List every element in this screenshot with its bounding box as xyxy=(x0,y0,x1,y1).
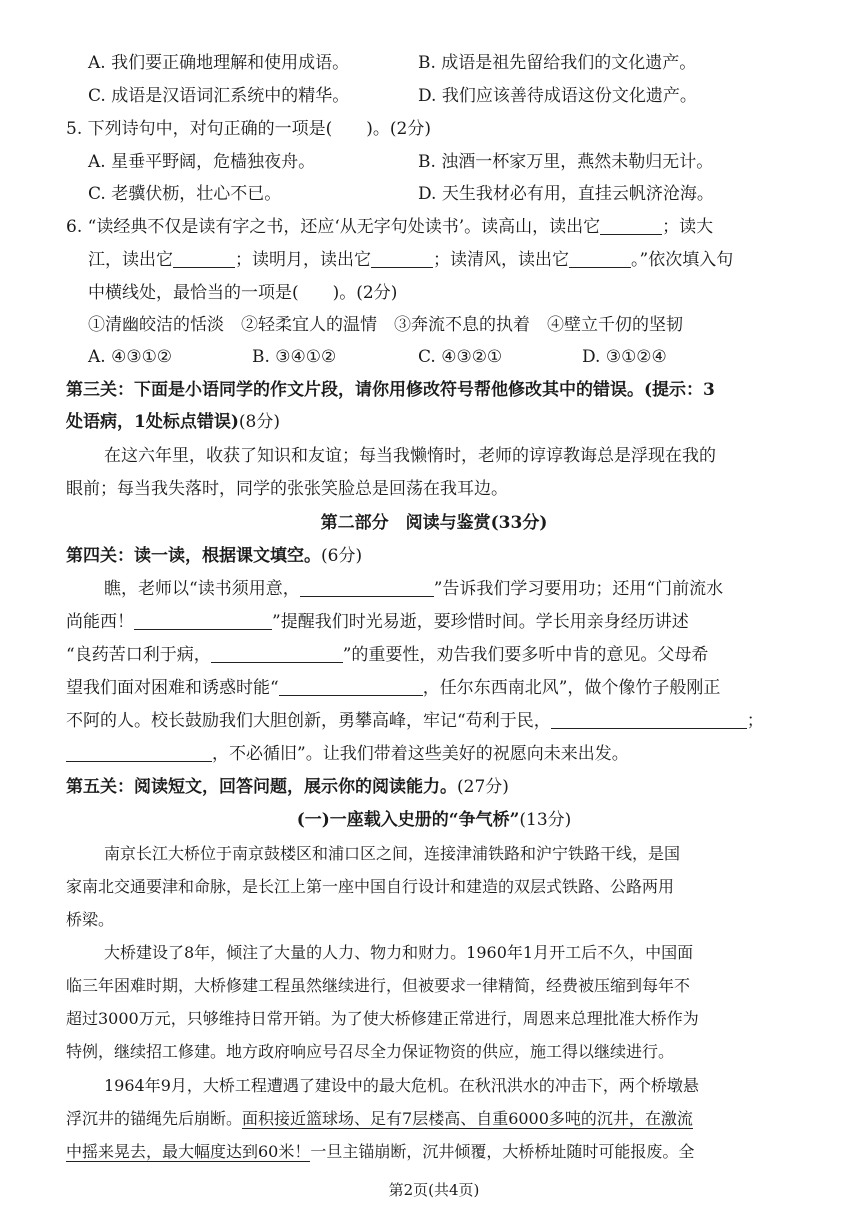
sec3-title-hint: 处语病，1处标点错误) xyxy=(66,412,239,432)
sec4-l1-a: 瞧，老师以“读书须用意， xyxy=(104,579,300,599)
q6-blank-4 xyxy=(569,249,631,268)
sec4-line-5 xyxy=(66,709,764,733)
q6-option-d: D. ③①②④ xyxy=(582,347,667,367)
q6-line2-b: ；读明月，读出它 xyxy=(235,250,371,270)
q6-line-1 xyxy=(66,215,713,239)
sec4-l6-b: ，不必循旧”。让我们带着这些美好的祝愿向未来出发。 xyxy=(212,744,629,764)
q6-line2-a: 江，读出它 xyxy=(88,250,173,270)
q6-line-3: 中横线处，最恰当的一项是( )。(2分) xyxy=(88,283,398,303)
sec4-title-line xyxy=(66,544,362,568)
q5-option-c: C. 老骥伏枥，壮心不已。 xyxy=(88,184,282,204)
passage-p1-line-1: 南京长江大桥位于南京鼓楼区和浦口区之间，连接津浦铁路和沪宁铁路干线，是国 xyxy=(104,844,681,863)
sec4-blank-4 xyxy=(279,677,423,696)
q4-option-d: D. 我们应该善待成语这份文化遗产。 xyxy=(418,86,697,106)
sec4-line-3 xyxy=(66,643,708,667)
passage-p3-line-1: 1964年9月，大桥工程遭遇了建设中的最大危机。在秋汛洪水的冲击下，两个桥墩悬 xyxy=(104,1076,699,1095)
sec4-l5-a: 不阿的人。校长鼓励我们大胆创新，勇攀高峰，牢记“苟利于民， xyxy=(66,711,551,731)
q6-option-c: C. ④③②① xyxy=(418,347,503,367)
q4-option-c: C. 成语是汉语词汇系统中的精华。 xyxy=(88,86,350,106)
sec4-blank-3 xyxy=(211,644,343,663)
sec5-subtitle-line xyxy=(0,808,868,832)
sec4-l2-a: 尚能西！ xyxy=(66,612,134,632)
sec4-blank-1 xyxy=(300,578,434,597)
sec4-title: 第四关：读一读，根据课文填空。 xyxy=(66,546,321,566)
sec4-l4-a: 望我们面对困难和诱惑时能“ xyxy=(66,678,279,698)
q6-line2-d: 。”依次填入句 xyxy=(631,250,734,270)
sec5-score: (27分) xyxy=(457,777,509,797)
sec5-subtitle-score: (13分) xyxy=(519,810,572,830)
sec4-line-4 xyxy=(66,676,720,700)
q6-line-2 xyxy=(88,248,733,272)
sec3-paragraph-line-2: 眼前；每当我失落时，同学的张张笑脸总是回荡在我耳边。 xyxy=(66,479,508,499)
q6-option-b: B. ③④①② xyxy=(252,347,337,367)
part2-title: 第二部分 阅读与鉴赏(33分) xyxy=(320,513,548,533)
page-footer: 第2页(共4页) xyxy=(388,1181,480,1199)
q5-option-d: D. 天生我材必有用，直挂云帆济沧海。 xyxy=(418,184,714,204)
passage-p1-line-3: 桥梁。 xyxy=(66,910,115,929)
sec4-score: (6分) xyxy=(321,546,363,566)
passage-p3-l3-b: 一旦主锚崩断，沉井倾覆，大桥桥址随时可能报废。全 xyxy=(310,1142,695,1161)
q4-option-b: B. 成语是祖先留给我们的文化遗产。 xyxy=(418,53,697,73)
sec3-title-line-1: 第三关：下面是小语同学的作文片段，请你用修改符号帮他修改其中的错误。(提示：3 xyxy=(66,380,715,400)
sec4-blank-6 xyxy=(66,743,212,762)
sec4-blank-5 xyxy=(551,710,747,729)
q6-blank-2 xyxy=(173,249,235,268)
q6-line1-text: 6. “读经典不仅是读有字之书，还应‘从无字句处读书’。读高山，读出它 xyxy=(66,217,601,237)
sec5-subtitle: (一)一座载入史册的“争气桥” xyxy=(296,810,520,830)
sec4-l3-a: “良药苦口利于病， xyxy=(66,645,211,665)
q4-option-a: A. 我们要正确地理解和使用成语。 xyxy=(88,53,350,73)
sec3-paragraph-line-1: 在这六年里，收获了知识和友谊；每当我懒惰时，老师的谆谆教诲总是浮现在我的 xyxy=(104,446,716,466)
passage-p2-line-3: 超过3000万元，只够维持日常开销。为了使大桥修建正常进行，周恩来总理批准大桥作为 xyxy=(66,1009,699,1028)
q6-blank-3 xyxy=(371,249,433,268)
q5-stem: 5. 下列诗句中，对句正确的一项是( )。(2分) xyxy=(66,119,431,139)
sec4-l2-b: ”提醒我们时光易逝，要珍惜时间。学长用亲身经历讲述 xyxy=(272,612,689,632)
q6-phrases: ①清幽皎洁的恬淡 ②轻柔宜人的温情 ③奔流不息的执着 ④壁立千仞的坚韧 xyxy=(88,315,683,335)
passage-p3-line-3 xyxy=(66,1140,694,1164)
passage-underlined-sentence-1: 面积接近篮球场、足有7层楼高、自重6000多吨的沉井，在激流 xyxy=(242,1109,693,1128)
q6-line2-c: ；读清风，读出它 xyxy=(433,250,569,270)
q6-option-a: A. ④③①② xyxy=(88,347,173,367)
sec4-line-6 xyxy=(66,742,629,766)
sec4-line-2 xyxy=(66,610,689,634)
sec4-l3-b: ”的重要性，劝告我们要多听中肯的意见。父母希 xyxy=(342,645,709,665)
passage-p3-line-2 xyxy=(66,1107,693,1131)
sec4-l5-b: ； xyxy=(746,711,764,731)
sec4-line-1 xyxy=(104,577,723,601)
passage-p1-line-2: 家南北交通要津和命脉，是长江上第一座中国自行设计和建造的双层式铁路、公路两用 xyxy=(66,877,675,896)
q5-option-a: A. 星垂平野阔，危樯独夜舟。 xyxy=(88,152,316,172)
passage-p2-line-1: 大桥建设了8年，倾注了大量的人力、物力和财力。1960年1月开工后不久，中国面 xyxy=(104,943,694,962)
passage-p2-line-4: 特例，继续招工修建。地方政府响应号召尽全力保证物资的供应，施工得以继续进行。 xyxy=(66,1042,675,1061)
sec4-blank-2 xyxy=(134,611,272,630)
q5-option-b: B. 浊酒一杯家万里，燕然未勒归无计。 xyxy=(418,152,714,172)
sec5-title-line xyxy=(66,775,509,799)
passage-p2-line-2: 临三年困难时期，大桥修建工程虽然继续进行，但被要求一律精简，经费被压缩到每年不 xyxy=(66,976,691,995)
sec4-l4-b: ，任尔东西南北风”，做个像竹子般刚正 xyxy=(422,678,721,698)
passage-p3-l2-a: 浮沉井的锚绳先后崩断。 xyxy=(66,1109,243,1128)
sec3-score: (8分) xyxy=(238,412,280,432)
sec3-title-line-2 xyxy=(66,410,280,434)
q6-blank-1 xyxy=(600,216,662,235)
sec5-title: 第五关：阅读短文，回答问题，展示你的阅读能力。 xyxy=(66,777,457,797)
sec4-l1-b: ”告诉我们学习要用功；还用“门前流水 xyxy=(433,579,724,599)
q6-line1-end: ；读大 xyxy=(662,217,714,237)
passage-underlined-sentence-2: 中摇来晃去，最大幅度达到60米！ xyxy=(66,1142,311,1161)
